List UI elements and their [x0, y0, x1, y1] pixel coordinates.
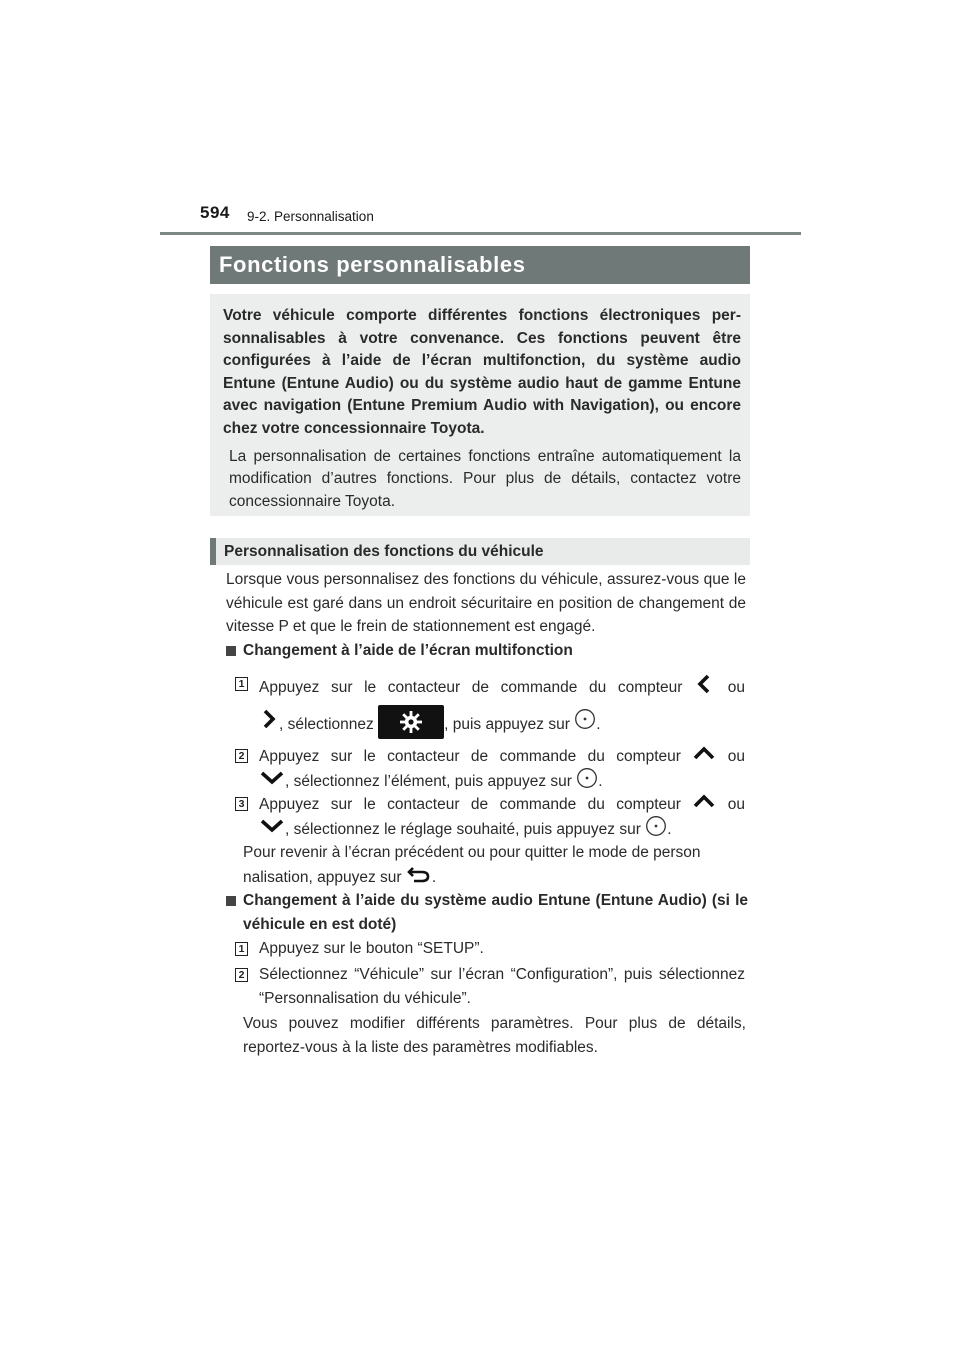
step-text: Appuyez sur le contacteur de commande du compteur: [259, 795, 681, 813]
step-a3-line2: , sélectionnez le réglage souhaité, puis appuyez sur .: [259, 815, 745, 845]
section-label: 9-2. Personnalisation: [247, 209, 374, 224]
section-b-note: Vous pouvez modifier différents paramètres. Pour plus de détails, reportez-vous à la liste des paramètres modifiables.: [243, 1015, 746, 1056]
bullet-icon: [226, 646, 236, 656]
step-number-badge: 1: [235, 942, 248, 956]
chevron-right-icon: [259, 708, 279, 742]
settings-gear-icon: [378, 705, 444, 739]
return-note: Pour revenir à l’écran précédent ou pour quitter le mode de person nalisation, appuyez sur .: [243, 841, 746, 890]
step-or: ou: [727, 747, 746, 765]
step-or: ou: [727, 795, 746, 813]
intro-note: La personnalisation de certaines fonctions entraîne automatiquement la modification d’autres fonctions. Pour plus de détails, contactez votre concessionnaire Toyota.: [229, 447, 741, 510]
chevron-down-icon: [259, 817, 285, 843]
step-text: , sélectionnez l’élément, puis appuyez sur: [285, 772, 572, 790]
section-a-heading-text: Changement à l’aide de l’écran multifonction: [243, 642, 573, 659]
intro-box: [210, 294, 750, 516]
step-number-badge: 2: [235, 749, 248, 763]
step-b2: Sélectionnez “Véhicule” sur l’écran “Configuration”, puis sélectionnez “Personnalisation du véhicule”.: [259, 966, 745, 1007]
step-text: , sélectionnez: [279, 716, 374, 734]
return-note-line2: nalisation, appuyez sur: [243, 868, 402, 886]
chevron-up-icon: [692, 744, 716, 770]
back-arrow-icon: [406, 865, 432, 891]
step-text: , puis appuyez sur: [444, 716, 570, 734]
step-number-badge: 1: [235, 677, 248, 691]
step-number-badge: 3: [235, 797, 248, 811]
step-or: ou: [727, 678, 745, 696]
step-number-badge: 2: [235, 968, 248, 982]
page-number: 594: [200, 203, 230, 222]
header-rule: [160, 232, 801, 235]
step-a1-line1: [259, 673, 745, 703]
step-a1-line2: , sélectionnez , puis appuyez sur .: [259, 708, 745, 742]
page-title: Fonctions personnalisables: [210, 246, 750, 284]
subheader: Personnalisation des fonctions du véhicule: [210, 538, 750, 565]
chevron-down-icon: [259, 769, 285, 795]
intro-paragraph: Lorsque vous personnalisez des fonctions du véhicule, assurez-vous que le véhicule est garé dans un endroit sécuritaire en position de changement de vitesse P et que le frein de stationnement est engagé.: [226, 571, 746, 635]
chevron-up-icon: [692, 792, 716, 818]
step-a2-line2: , sélectionnez l’élément, puis appuyez sur .: [259, 767, 745, 797]
step-a2-line1: [259, 744, 745, 770]
step-text: Appuyez sur le contacteur de commande du compteur: [259, 747, 681, 765]
section-b-heading-text: Changement à l’aide du système audio Entune (Entune Audio) (si le véhicule en est doté): [243, 892, 748, 933]
bullet-icon: [226, 896, 236, 906]
section-a-heading: [226, 639, 748, 663]
step-text: Appuyez sur le contacteur de commande du compteur: [259, 678, 683, 696]
step-text: , sélectionnez le réglage souhaité, puis appuyez sur: [285, 820, 641, 838]
chevron-left-icon: [694, 673, 716, 703]
intro-text: Votre véhicule comporte différentes fonctions électroniques personnalisables à votre convenance. Ces fonctions peuvent être configurées à l’aide de l’écran multifonction, du système audio Entune (Entune Audio) ou du système audio haut de gamme Entune avec navigation (Entune Premium Audio with Navigation), ou encore chez votre concessionnaire Toyota.: [223, 307, 741, 437]
return-note-line1: Pour revenir à l’écran précédent ou pour quitter le mode de person: [243, 844, 701, 861]
section-b-heading: [226, 889, 748, 936]
step-b1: Appuyez sur le bouton “SETUP”.: [259, 940, 484, 957]
step-a3-line1: [259, 792, 745, 818]
enter-button-icon: [574, 708, 596, 742]
